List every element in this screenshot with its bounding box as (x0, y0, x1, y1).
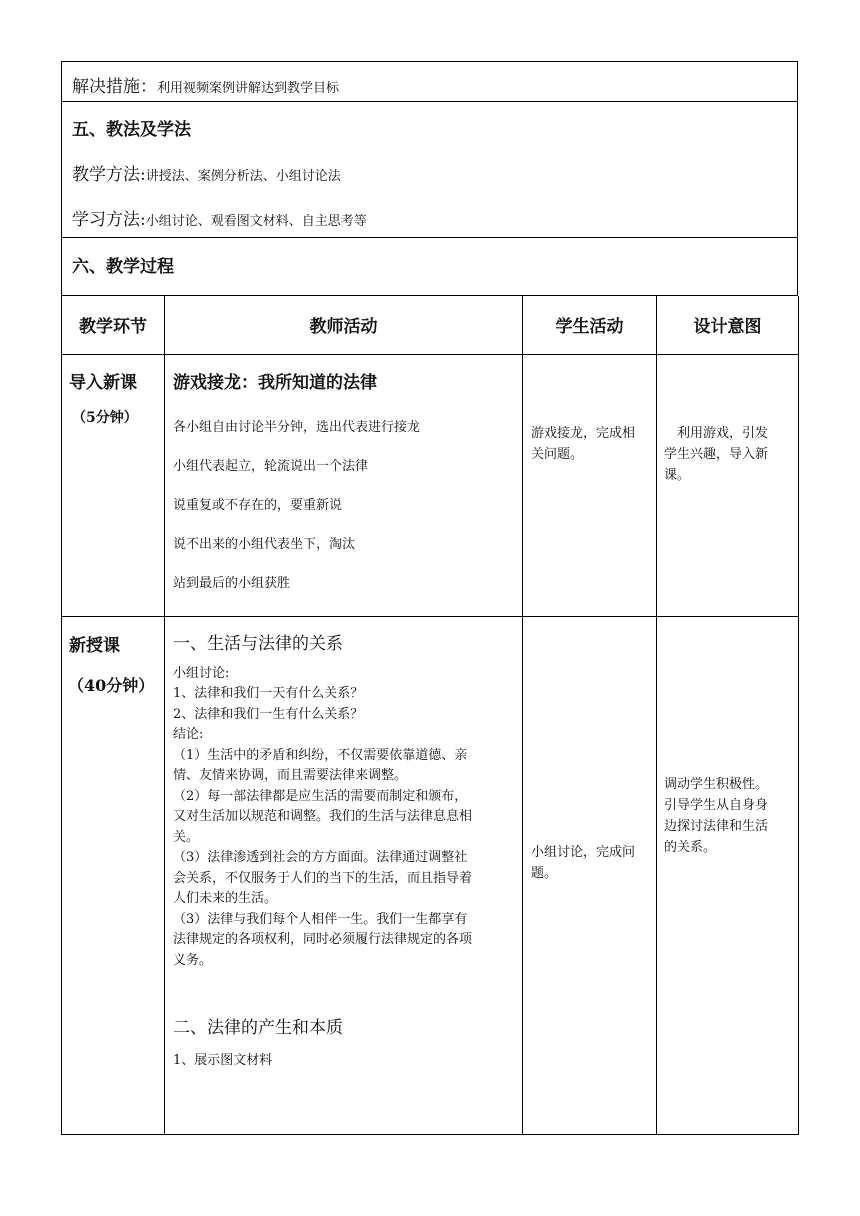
solution-text: 利用视频案例讲解达到教学目标 (157, 81, 340, 96)
row2-teacher-line: 关。 (173, 829, 200, 845)
row2-teacher-line: （2）每一部法律都是应生活的需要而制定和颁布， (173, 788, 468, 804)
section5-title: 五、教法及学法 (72, 120, 191, 140)
table-row (62, 616, 799, 1134)
learn-method-label: 学习方法: (72, 210, 146, 230)
row2-student-line: 题。 (531, 865, 558, 881)
row2-teacher-line: 会关系，不仅服务于人们的当下的生活，而且指导着 (173, 870, 473, 886)
row2-stage-cell (62, 616, 165, 1134)
lesson-plan-page (61, 61, 798, 1135)
row2-teacher-line: 人们未来的生活。 (173, 891, 278, 906)
process-table (61, 296, 799, 1135)
row1-intent-cell (657, 354, 799, 616)
process-title-row (61, 238, 798, 296)
row1-teacher-line: 各小组自由讨论半分钟，选出代表进行接龙 (173, 419, 421, 435)
row2-intent-line: 引导学生从自身身 (664, 797, 769, 813)
row2-time: （40分钟） (68, 675, 155, 695)
row2-teacher-line: 2、法律和我们一生有什么关系？ (173, 706, 364, 722)
row2-intent-line: 的关系。 (664, 839, 717, 855)
row2-teacher-line: （3）法律与我们每个人相伴一生。我们一生都享有 (173, 911, 468, 927)
table-header-row (62, 296, 799, 354)
row1-teacher-line: 站到最后的小组获胜 (173, 575, 291, 591)
row1-teacher-line: 说重复或不存在的，要重新说 (173, 497, 343, 513)
row1-student-cell (523, 354, 657, 616)
row2-intent-line: 调动学生积极性。 (664, 776, 769, 792)
row2-teacher-line: 又对生活加以规范和调整。我们的生活与法律息息相 (173, 809, 473, 824)
row2-stage: 新授课 (69, 635, 120, 656)
header-stage: 教学环节 (62, 296, 165, 354)
row1-student-line: 游戏接龙，完成相 (531, 425, 636, 441)
row2-heading-2: 二、法律的产生和本质 (173, 1017, 343, 1038)
row2-intent-cell (657, 616, 799, 1134)
header-student: 学生活动 (523, 296, 657, 354)
row2-heading-1: 一、生活与法律的关系 (173, 633, 343, 654)
section6-title: 六、教学过程 (72, 257, 174, 277)
row2-teacher-line: 义务。 (173, 952, 213, 968)
row1-teacher-title: 游戏接龙：我所知道的法律 (173, 372, 377, 393)
row2-teacher-line: 小组讨论: (173, 665, 230, 681)
row1-intent-line: 学生兴趣，导入新 (664, 446, 769, 462)
row1-stage: 导入新课 (69, 372, 137, 393)
row1-teacher-line: 小组代表起立，轮流说出一个法律 (173, 458, 369, 474)
table-row (62, 354, 799, 616)
row2-teacher-line: 法律规定的各项权利，同时必须履行法律规定的各项 (173, 932, 473, 947)
teach-method-label: 教学方法: (72, 165, 146, 185)
methods-row (61, 102, 798, 238)
row2-teacher-line: （1）生活中的矛盾和纠纷，不仅需要依靠道德、亲 (173, 747, 468, 763)
row2-teacher-tail: 1、展示图文材料 (173, 1052, 273, 1068)
row2-teacher-line: 结论: (173, 727, 204, 742)
solution-label: 解决措施： (72, 77, 157, 97)
row2-intent-line: 边探讨法律和生活 (664, 818, 769, 834)
row1-teacher-line: 说不出来的小组代表坐下，淘汰 (173, 536, 356, 552)
row1-intent-line: 课。 (664, 467, 691, 483)
header-teacher: 教师活动 (165, 296, 523, 354)
row2-teacher-lines (173, 664, 472, 972)
row2-teacher-line: （3）法律渗透到社会的方方面面。法律通过调整社 (173, 850, 468, 865)
row2-student-line: 小组讨论，完成问 (531, 844, 636, 860)
row2-teacher-cell (165, 616, 523, 1134)
row2-teacher-line: 1、法律和我们一天有什么关系？ (173, 686, 364, 701)
header-intent: 设计意图 (657, 296, 799, 354)
row2-student-cell (523, 616, 657, 1134)
row1-time: （5分钟） (72, 409, 138, 426)
row1-intent-line: 利用游戏，引发 (664, 425, 769, 441)
learn-method-text: 小组讨论、观看图文材料、自主思考等 (145, 214, 367, 229)
row1-student-line: 关问题。 (531, 446, 584, 462)
row2-teacher-line: 情、友情来协调，而且需要法律来调整。 (173, 768, 408, 783)
teach-method-text: 讲授法、案例分析法、小组讨论法 (145, 169, 341, 184)
row1-stage-cell (62, 354, 165, 616)
row1-teacher-cell (165, 354, 523, 616)
solution-row (61, 61, 798, 102)
